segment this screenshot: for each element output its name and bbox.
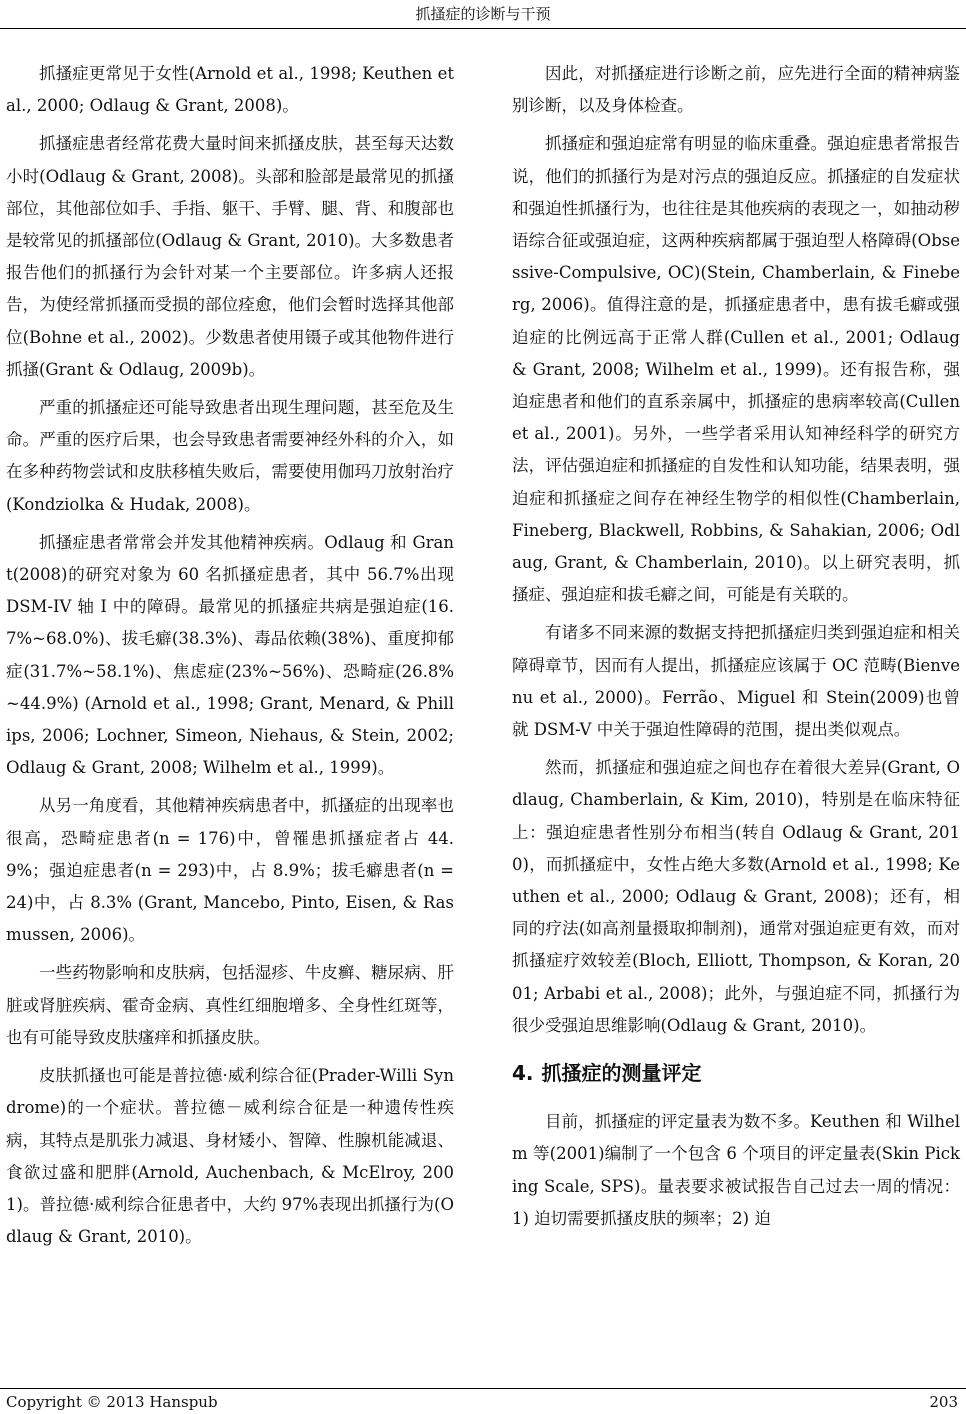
- paragraph: 抓搔症更常见于女性(Arnold et al., 1998; Keuthen et al., 2000; Odlaug & Grant, 2008)。: [6, 64, 454, 116]
- paragraph: 抓搔症患者经常花费大量时间来抓搔皮肤，甚至每天达数小时(Odlaug & Grant, 2008)。头部和脸部是最常见的抓搔部位，其他部位如手、手指、躯干、手臂、腿、背、和腹部也是较常见的抓搔部位(Odlaug & Grant, 2010)。大多数患者报告他们的抓搔行为会针对某一个主要部位。许多病人还报告，为使经常抓搔而受损的部位痊愈，他们会暂时选择其他部位(Bohne et al., 2002)。少数患者使用镊子或其他物件进行抓搔(Grant & Odlaug, 2009b)。: [6, 134, 454, 379]
- paragraph: 严重的抓搔症还可能导致患者出现生理问题，甚至危及生命。严重的医疗后果，也会导致患者需要神经外科的介入，如在多种药物尝试和皮肤移植失败后，需要使用伽玛刀放射治疗(Kondziolka & Hudak, 2008)。: [6, 398, 454, 514]
- paragraph: 从另一角度看，其他精神疾病患者中，抓搔症的出现率也很高，恐畸症患者(n = 176)中，曾罹患抓搔症者占 44.9%；强迫症患者(n = 293)中，占 8.9%；拔毛癖患者(n = 24)中，占 8.3% (Grant, Mancebo, Pinto, Eisen, & Rasmussen, 2006)。: [6, 796, 454, 945]
- right-column: [512, 58, 960, 1241]
- footer-copyright: Copyright © 2013 Hanspub: [6, 1393, 218, 1411]
- paragraph: 有诸多不同来源的数据支持把抓搔症归类到强迫症和相关障碍章节，因而有人提出，抓搔症应该属于 OC 范畴(Bienvenu et al., 2000)。Ferrão、Miguel 和 Stein(2009)也曾就 DSM-V 中关于强迫性障碍的范围，提出类似观点。: [512, 623, 960, 740]
- section-title: 抓搔症的测量评定: [541, 1061, 702, 1086]
- running-header: 抓搔症的诊断与干预: [415, 5, 551, 23]
- left-column: [6, 58, 454, 1259]
- paragraph: 皮肤抓搔也可能是普拉德·威利综合征(Prader-Willi Syndrome)的一个症状。普拉德－威利综合征是一种遗传性疾病，其特点是肌张力减退、身材矮小、智障、性腺机能减退、食欲过盛和肥胖(Arnold, Auchenbach, & McElroy, 2001)。普拉德·威利综合征患者中，大约 97%表现出抓搔行为(Odlaug & Grant, 2010)。: [6, 1066, 454, 1247]
- paragraph: 抓搔症患者常常会并发其他精神疾病。Odlaug 和 Grant(2008)的研究对象为 60 名抓搔症患者，其中 56.7%出现 DSM-IV 轴 I 中的障碍。最常见的抓搔症共病是强迫症(16.7%~68.0%)、拔毛癖(38.3%)、毒品依赖(38%)、重度抑郁症(31.7%~58.1%)、焦虑症(23%~56%)、恐畸症(26.8%~44.9%) (Arnold et al., 1998; Grant, Menard, & Phillips, 2006; Lochner, Simeon, Niehaus, & Stein, 2002; Odlaug & Grant, 2008; Wilhelm et al., 1999)。: [6, 532, 454, 778]
- section-number: 4.: [512, 1061, 534, 1086]
- paragraph: 因此，对抓搔症进行诊断之前，应先进行全面的精神病鉴别诊断，以及身体检查。: [512, 64, 960, 116]
- paragraph: 目前，抓搔症的评定量表为数不多。Keuthen 和 Wilhelm 等(2001)编制了一个包含 6 个项目的评定量表(Skin Picking Scale, SPS)。量表要求被试报告自己过去一周的情况：1) 迫切需要抓搔皮肤的频率；2) 迫: [512, 1112, 960, 1228]
- page-number: 203: [929, 1393, 958, 1411]
- paragraph: 抓搔症和强迫症常有明显的临床重叠。强迫症患者常报告说，他们的抓搔行为是对污点的强迫反应。抓搔症的自发症状和强迫性抓搔行为，也往往是其他疾病的表现之一，如抽动秽语综合征或强迫症，这两种疾病都属于强迫型人格障碍(Obsessive-Compulsive, OC)(Stein, Chamberlain, & Fineberg, 2006)。值得注意的是，抓搔症患者中，患有拔毛癖或强迫症的比例远高于正常人群(Cullen et al., 2001; Odlaug & Grant, 2008; Wilhelm et al., 1999)。还有报告称，强迫症患者和他们的直系亲属中，抓搔症的患病率较高(Cullen et al., 2001)。另外，一些学者采用认知神经科学的研究方法，评估强迫症和抓搔症的自发性和认知功能，结果表明，强迫症和抓搔症之间存在神经生物学的相似性(Chamberlain, Fineberg, Blackwell, Robbins, & Sahakian, 2006; Odlaug, Grant, & Chamberlain, 2010)。以上研究表明，抓搔症、强迫症和拔毛癖之间，可能是有关联的。: [512, 134, 960, 605]
- section-heading: [512, 1058, 960, 1088]
- header-rule: [0, 28, 966, 29]
- paragraph: 然而，抓搔症和强迫症之间也存在着很大差异(Grant, Odlaug, Chamberlain, & Kim, 2010)，特别是在临床特征上：强迫症患者性别分布相当(转自 Odlaug & Grant, 2010)，而抓搔症中，女性占绝大多数(Arnold et al., 1998; Keuthen et al., 2000; Odlaug & Grant, 2008)；还有，相同的疗法(如高剂量摄取抑制剂)，通常对强迫症更有效，而对抓搔症疗效较差(Bloch, Elliott, Thompson, & Koran, 2001; Arbabi et al., 2008)；此外，与强迫症不同，抓搔行为很少受强迫思维影响(Odlaug & Grant, 2010)。: [512, 758, 960, 1035]
- footer-rule: [0, 1388, 966, 1389]
- paragraph: 一些药物影响和皮肤病，包括湿疹、牛皮癣、糖尿病、肝脏或肾脏疾病、霍奇金病、真性红细胞增多、全身性红斑等，也有可能导致皮肤瘙痒和抓搔皮肤。: [6, 963, 454, 1047]
